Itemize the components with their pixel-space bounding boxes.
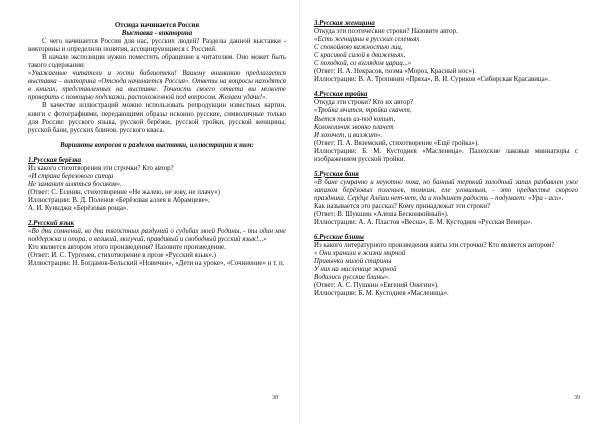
text-line: (Ответ: А. С. Пушкин «Евгений Онегин»).	[314, 282, 439, 290]
illustrations-paragraph: В качестве иллюстраций можно использовать репродукции известных картин, книги с фотографиями, передающими образы исконно русские, символичные только для России: русского языка, русской берёзки, русской тройки, русской женщины, русской бани, русских блинов, русского кваса.	[28, 102, 286, 134]
quote-line: С походкой, со взглядом цариц...»	[314, 60, 412, 68]
variants-heading: Варианты вопросов и разделов выставки, иллюстрации к ним:	[60, 141, 254, 149]
section-title: 3.Русская женщина	[314, 20, 375, 27]
text-line: Иллюстрации: В. А. Тропинин «Пряха», В. И. Суриков «Сибирская Красавица».	[314, 76, 550, 84]
text-line: Иллюстрации: А. А. Пластов «Весна», Б. М. Кустодиев «Русская Венера».	[314, 219, 533, 227]
text-line: (Ответ: С. Есенин, стихотворение «Не жалею, не зову, не плачу»)	[28, 188, 220, 196]
page-number: 39	[574, 394, 580, 401]
text-line: Кто является автором этого произведения? Назовите произведение.	[28, 244, 226, 252]
text-line: Из какого стихотворения эти строчки? Кто автор?	[28, 164, 174, 172]
text-line: Откуда эти строки? Кто их автор?	[314, 99, 414, 107]
quote-line: « Они хранили в жизни мирной	[314, 250, 406, 258]
text-line: (Ответ: В. Шукшин «Алеша Бесконвойный»).	[314, 211, 449, 219]
page-subtitle: Выставка - викторина	[121, 30, 193, 38]
quote-line: Колокольчик звонко плачет	[314, 123, 394, 131]
text-line: (Ответ: Н. А. Некрасов, поэма «Мороз, Красный нос»).	[314, 68, 476, 76]
quote-line: И хохочет, и визжит».	[314, 131, 383, 139]
quote-line: «Тройка мчится, тройка скачет,	[314, 107, 412, 115]
text-line: Откуда эти поэтические строки? Назовите автор.	[314, 28, 458, 36]
text-line: (Ответ: П. А. Вяземский, стихотворение «Ещё тройка»).	[314, 139, 479, 147]
section-title: 4.Русская тройка	[314, 91, 368, 99]
quote-line: «Во дни сомнений, во дни тягостных раздумий о судьбах моей Родины, - ты один мне поддержка и опора, о великий, могучий, правдивый и свободный русский язык!...»	[28, 228, 286, 244]
quote-line: Не заманит шляться босиком».	[28, 180, 122, 188]
left-sections	[28, 157, 286, 269]
intro-paragraph: В начале экспозиции нужно поместить обращение к читателям. Оно может быть такого содержания:	[28, 54, 286, 70]
address-to-readers: «Уважаемые читатели и гости библиотеки! Вашему вниманию предлагается выставка – викторина «Отсюда начинается Россия». Ответы на вопросы находятся в книгах, представленных на выставке. Точность своего ответа вы можете проверить с помощью подсказки, расположенной под вопросом. Желаем удачи!».	[28, 70, 286, 102]
quote-line: Вьется пыль из-под копыт,	[314, 115, 396, 123]
quote-line: «Есть женщины в русских селеньях	[314, 36, 420, 44]
quote-line: С красивой силой в движеньях,	[314, 52, 406, 60]
section-title: 5.Русская баня	[314, 170, 359, 178]
text-line: Из какого литературного произведения взяты эти строчки? Кто является автором?	[314, 242, 555, 250]
text-line: Иллюстрации: Б. М. Кустодиев «Масленица».	[314, 290, 449, 298]
quote-line: «И страна березового ситца	[28, 172, 114, 180]
page-number: 38	[272, 394, 278, 401]
text-line: Иллюстрации: Б. М. Кустодиев «Масленица». Палехские лаковые миниатюры с изображением русской тройки.	[314, 147, 578, 163]
quote-line: С спокойною важностью лиц,	[314, 44, 403, 52]
quote-line: «В бане сумрачно и неуютно пока, но банный терпкий холодный запах разбавлен уже запахом берёзовых поленьев, томким, еле уловимым, - это предвестье скорого праздника. Сердце Алёши нет-нет, да и подкинет радость – подумает: «Ура - ась».	[314, 178, 578, 202]
text-line: Как называется это рассказ? Кому принадлежат эти строки?	[314, 202, 491, 210]
page-title: Отсюда начинается Россия	[114, 22, 200, 29]
text-line: Иллюстрации: Н. Богданов-Бельский «Новички», «Дети на уроке», «Сочинение» и т. п.	[28, 260, 285, 268]
right-sections	[314, 20, 578, 299]
right-page	[300, 0, 600, 424]
quote-line: Привычки милой старины	[314, 258, 392, 266]
quote-line: Водились русские блины».	[314, 274, 390, 282]
text-line: Иллюстрации: В. Д. Поленов «Берёзовая аллея в Абрамцеве»,	[28, 196, 210, 204]
text-line: А. И. Куинджи «Берёзовая роща».	[28, 204, 129, 212]
intro-paragraph: С чего начинается Россия для нас, русских людей? Разделы данной выставки - викторины и определили понятия, ассоциирующиеся с Россией.	[28, 38, 286, 54]
section-title: 6.Русские блины	[314, 234, 364, 242]
section-title: 2.Русский язык	[28, 220, 74, 228]
quote-line: У них на масленице жирной	[314, 266, 397, 274]
section-title: 1.Русская берёзка	[28, 156, 82, 164]
text-line: (Ответ: И. С. Тургенев, стихотворение в прозе «Русский язык».)	[28, 252, 216, 260]
